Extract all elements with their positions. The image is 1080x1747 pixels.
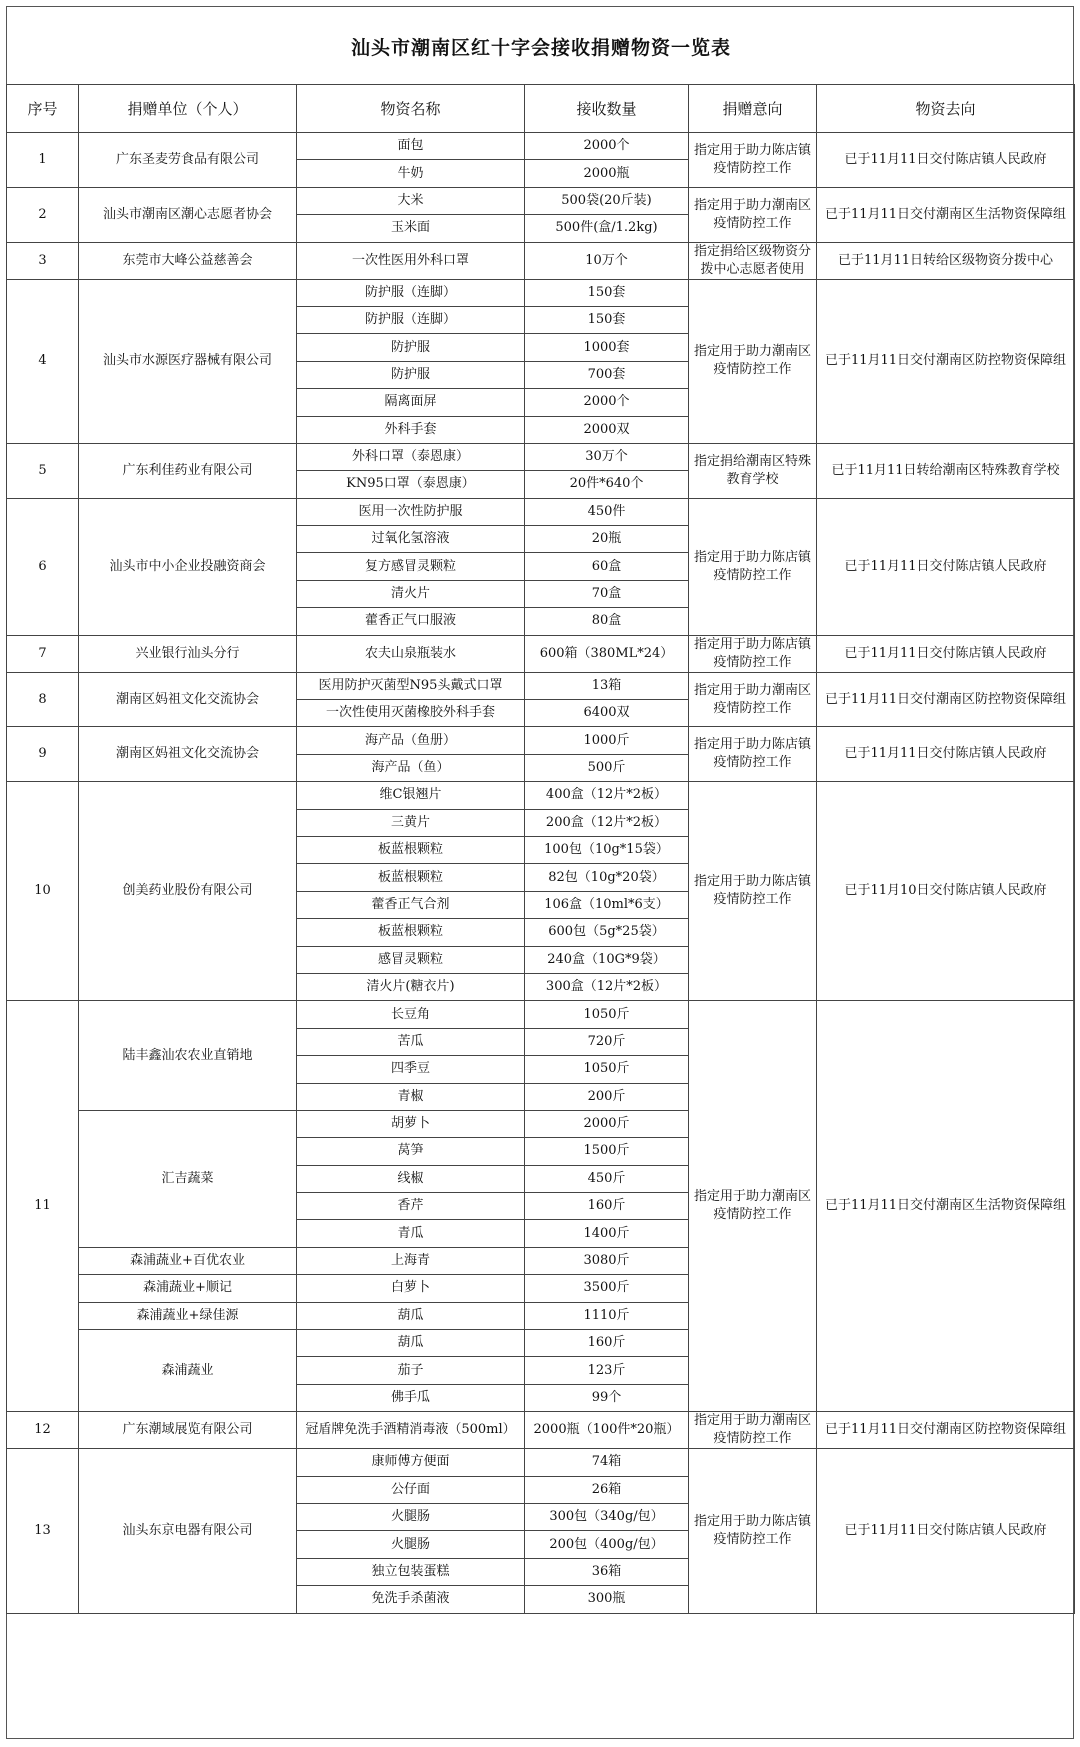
- item-name: 火腿肠: [297, 1531, 525, 1558]
- donation-intent: 指定用于助力陈店镇疫情防控工作: [689, 1449, 817, 1613]
- item-quantity: 2000双: [525, 416, 689, 443]
- header-item: 物资名称: [297, 85, 525, 133]
- item-name: 火腿肠: [297, 1503, 525, 1530]
- item-quantity: 300瓶: [525, 1586, 689, 1613]
- item-name: 板蓝根颗粒: [297, 836, 525, 863]
- item-name: 青瓜: [297, 1220, 525, 1247]
- item-name: 牛奶: [297, 160, 525, 187]
- donation-intent: 指定用于助力陈店镇疫情防控工作: [689, 782, 817, 1001]
- item-quantity: 700套: [525, 361, 689, 388]
- item-quantity: 300包（340g/包）: [525, 1503, 689, 1530]
- item-name: 外科口罩（泰恩康）: [297, 443, 525, 470]
- donor-name: 潮南区妈祖文化交流协会: [79, 672, 297, 727]
- item-name: 公仔面: [297, 1476, 525, 1503]
- goods-destination: 已于11月11日交付陈店镇人民政府: [817, 498, 1075, 635]
- item-quantity: 2000斤: [525, 1110, 689, 1137]
- item-name: 胡萝卜: [297, 1110, 525, 1137]
- goods-destination: 已于11月11日交付陈店镇人民政府: [817, 635, 1075, 672]
- item-quantity: 1050斤: [525, 1056, 689, 1083]
- item-quantity: 150套: [525, 279, 689, 306]
- item-quantity: 123斤: [525, 1357, 689, 1384]
- item-name: 板蓝根颗粒: [297, 864, 525, 891]
- record-number: 9: [7, 727, 79, 782]
- table-row: [7, 187, 1075, 214]
- record-number: 2: [7, 187, 79, 242]
- table-row: [7, 727, 1075, 754]
- item-quantity: 80盒: [525, 608, 689, 635]
- donor-name: 森浦蔬业+顺记: [79, 1275, 297, 1302]
- item-quantity: 1500斤: [525, 1138, 689, 1165]
- item-name: 维C银翘片: [297, 782, 525, 809]
- donation-intent: 指定用于助力陈店镇疫情防控工作: [689, 133, 817, 188]
- item-name: 防护服（连脚）: [297, 279, 525, 306]
- item-quantity: 600箱（380ML*24）: [525, 635, 689, 672]
- donation-intent: 指定用于助力陈店镇疫情防控工作: [689, 635, 817, 672]
- donor-name: 东莞市大峰公益慈善会: [79, 242, 297, 279]
- item-quantity: 2000个: [525, 389, 689, 416]
- donor-name: 广东利佳药业有限公司: [79, 443, 297, 498]
- item-name: 茄子: [297, 1357, 525, 1384]
- donor-name: 汕头东京电器有限公司: [79, 1449, 297, 1613]
- donor-name: 广东潮域展览有限公司: [79, 1412, 297, 1449]
- record-number: 10: [7, 782, 79, 1001]
- item-name: 清火片: [297, 580, 525, 607]
- item-name: 独立包装蛋糕: [297, 1558, 525, 1585]
- table-row: [7, 443, 1075, 470]
- donor-name: 汕头市水源医疗器械有限公司: [79, 279, 297, 443]
- item-name: 医用一次性防护服: [297, 498, 525, 525]
- donor-name: 汕头市中小企业投融资商会: [79, 498, 297, 635]
- item-name: 葫瓜: [297, 1302, 525, 1329]
- item-quantity: 600包（5g*25袋）: [525, 919, 689, 946]
- donor-name: 陆丰鑫汕农农业直销地: [79, 1001, 297, 1111]
- donation-intent: 指定捐给潮南区特殊教育学校: [689, 443, 817, 498]
- item-name: KN95口罩（泰恩康）: [297, 471, 525, 498]
- donor-name: 汇吉蔬菜: [79, 1110, 297, 1247]
- header-no: 序号: [7, 85, 79, 133]
- table-row: [7, 1449, 1075, 1476]
- item-name: 藿香正气口服液: [297, 608, 525, 635]
- item-quantity: 36箱: [525, 1558, 689, 1585]
- item-quantity: 74箱: [525, 1449, 689, 1476]
- item-name: 海产品（鱼）: [297, 754, 525, 781]
- item-quantity: 3500斤: [525, 1275, 689, 1302]
- item-quantity: 20瓶: [525, 526, 689, 553]
- item-quantity: 70盒: [525, 580, 689, 607]
- donation-intent: 指定用于助力陈店镇疫情防控工作: [689, 498, 817, 635]
- item-name: 青椒: [297, 1083, 525, 1110]
- item-quantity: 2000个: [525, 133, 689, 160]
- item-quantity: 150套: [525, 306, 689, 333]
- donation-intent: 指定用于助力潮南区疫情防控工作: [689, 1412, 817, 1449]
- item-quantity: 20件*640个: [525, 471, 689, 498]
- table-row: [7, 672, 1075, 699]
- item-quantity: 100包（10g*15袋）: [525, 836, 689, 863]
- item-quantity: 99个: [525, 1384, 689, 1411]
- donation-intent: 指定用于助力潮南区疫情防控工作: [689, 187, 817, 242]
- record-number: 5: [7, 443, 79, 498]
- item-quantity: 200盒（12片*2板）: [525, 809, 689, 836]
- item-name: 面包: [297, 133, 525, 160]
- item-quantity: 450斤: [525, 1165, 689, 1192]
- donor-name: 森浦蔬业+百优农业: [79, 1247, 297, 1274]
- item-name: 农夫山泉瓶装水: [297, 635, 525, 672]
- item-name: 板蓝根颗粒: [297, 919, 525, 946]
- donation-intent: 指定用于助力陈店镇疫情防控工作: [689, 727, 817, 782]
- item-quantity: 160斤: [525, 1330, 689, 1357]
- donation-intent: 指定用于助力潮南区疫情防控工作: [689, 672, 817, 727]
- item-name: 苦瓜: [297, 1028, 525, 1055]
- page-title: 汕头市潮南区红十字会接收捐赠物资一览表: [350, 36, 731, 59]
- item-quantity: 30万个: [525, 443, 689, 470]
- item-quantity: 300盒（12片*2板）: [525, 973, 689, 1000]
- record-number: 4: [7, 279, 79, 443]
- item-name: 防护服: [297, 334, 525, 361]
- donation-intent: 指定用于助力潮南区疫情防控工作: [689, 1001, 817, 1412]
- record-number: 11: [7, 1001, 79, 1412]
- donor-name: 汕头市潮南区潮心志愿者协会: [79, 187, 297, 242]
- item-quantity: 500斤: [525, 754, 689, 781]
- record-number: 1: [7, 133, 79, 188]
- item-quantity: 26箱: [525, 1476, 689, 1503]
- item-name: 防护服: [297, 361, 525, 388]
- record-number: 12: [7, 1412, 79, 1449]
- record-number: 6: [7, 498, 79, 635]
- item-name: 玉米面: [297, 215, 525, 242]
- item-name: 医用防护灭菌型N95头戴式口罩: [297, 672, 525, 699]
- item-name: 佛手瓜: [297, 1384, 525, 1411]
- donation-intent: 指定用于助力潮南区疫情防控工作: [689, 279, 817, 443]
- header-destination: 物资去向: [817, 85, 1075, 133]
- item-quantity: 400盒（12片*2板）: [525, 782, 689, 809]
- item-name: 线椒: [297, 1165, 525, 1192]
- goods-destination: 已于11月11日交付潮南区生活物资保障组: [817, 1001, 1075, 1412]
- item-name: 过氧化氢溶液: [297, 526, 525, 553]
- table-row: [7, 133, 1075, 160]
- header-quantity: 接收数量: [525, 85, 689, 133]
- record-number: 7: [7, 635, 79, 672]
- item-name: 康师傅方便面: [297, 1449, 525, 1476]
- goods-destination: 已于11月11日转给区级物资分拨中心: [817, 242, 1075, 279]
- item-name: 冠盾牌免洗手酒精消毒液（500ml）: [297, 1412, 525, 1449]
- item-quantity: 200斤: [525, 1083, 689, 1110]
- item-name: 免洗手杀菌液: [297, 1586, 525, 1613]
- item-name: 外科手套: [297, 416, 525, 443]
- item-name: 三黄片: [297, 809, 525, 836]
- item-name: 上海青: [297, 1247, 525, 1274]
- item-quantity: 500件(盒/1.2kg): [525, 215, 689, 242]
- item-quantity: 720斤: [525, 1028, 689, 1055]
- goods-destination: 已于11月11日交付陈店镇人民政府: [817, 133, 1075, 188]
- item-quantity: 60盒: [525, 553, 689, 580]
- header-intent: 捐赠意向: [689, 85, 817, 133]
- item-quantity: 3080斤: [525, 1247, 689, 1274]
- goods-destination: 已于11月11日交付陈店镇人民政府: [817, 1449, 1075, 1613]
- donor-name: 广东圣麦劳食品有限公司: [79, 133, 297, 188]
- item-quantity: 160斤: [525, 1193, 689, 1220]
- header-row: [7, 85, 1075, 133]
- item-name: 葫瓜: [297, 1330, 525, 1357]
- donor-name: 森浦蔬业: [79, 1330, 297, 1412]
- item-quantity: 450件: [525, 498, 689, 525]
- donation-sheet: [6, 6, 1074, 1739]
- donation-table: [6, 84, 1075, 1614]
- goods-destination: 已于11月11日交付潮南区防控物资保障组: [817, 672, 1075, 727]
- item-quantity: 82包（10g*20袋）: [525, 864, 689, 891]
- table-row: [7, 242, 1075, 279]
- item-name: 香芹: [297, 1193, 525, 1220]
- goods-destination: 已于11月10日交付陈店镇人民政府: [817, 782, 1075, 1001]
- record-number: 13: [7, 1449, 79, 1613]
- goods-destination: 已于11月11日交付陈店镇人民政府: [817, 727, 1075, 782]
- table-body: [7, 133, 1075, 1614]
- item-name: 莴笋: [297, 1138, 525, 1165]
- table-row: [7, 782, 1075, 809]
- table-row: [7, 635, 1075, 672]
- donor-name: 创美药业股份有限公司: [79, 782, 297, 1001]
- item-quantity: 500袋(20斤装): [525, 187, 689, 214]
- record-number: 3: [7, 242, 79, 279]
- item-quantity: 2000瓶: [525, 160, 689, 187]
- item-quantity: 1050斤: [525, 1001, 689, 1028]
- item-name: 感冒灵颗粒: [297, 946, 525, 973]
- item-name: 隔离面屏: [297, 389, 525, 416]
- item-name: 海产品（鱼册）: [297, 727, 525, 754]
- item-name: 长豆角: [297, 1001, 525, 1028]
- item-name: 藿香正气合剂: [297, 891, 525, 918]
- item-quantity: 13箱: [525, 672, 689, 699]
- goods-destination: 已于11月11日交付潮南区生活物资保障组: [817, 187, 1075, 242]
- item-name: 一次性医用外科口罩: [297, 242, 525, 279]
- item-quantity: 1000斤: [525, 727, 689, 754]
- table-row: [7, 279, 1075, 306]
- item-name: 防护服（连脚）: [297, 306, 525, 333]
- item-quantity: 1110斤: [525, 1302, 689, 1329]
- item-quantity: 1400斤: [525, 1220, 689, 1247]
- item-name: 白萝卜: [297, 1275, 525, 1302]
- item-name: 一次性使用灭菌橡胶外科手套: [297, 700, 525, 727]
- donor-name: 兴业银行汕头分行: [79, 635, 297, 672]
- item-name: 四季豆: [297, 1056, 525, 1083]
- item-quantity: 240盒（10G*9袋）: [525, 946, 689, 973]
- record-number: 8: [7, 672, 79, 727]
- item-quantity: 1000套: [525, 334, 689, 361]
- donor-name: 森浦蔬业+绿佳源: [79, 1302, 297, 1329]
- goods-destination: 已于11月11日交付潮南区防控物资保障组: [817, 1412, 1075, 1449]
- item-quantity: 106盒（10ml*6支）: [525, 891, 689, 918]
- table-row: [7, 1412, 1075, 1449]
- goods-destination: 已于11月11日交付潮南区防控物资保障组: [817, 279, 1075, 443]
- item-name: 清火片(糖衣片): [297, 973, 525, 1000]
- item-name: 大米: [297, 187, 525, 214]
- item-quantity: 2000瓶（100件*20瓶）: [525, 1412, 689, 1449]
- table-row: [7, 498, 1075, 525]
- item-quantity: 200包（400g/包）: [525, 1531, 689, 1558]
- table-row: [7, 1001, 1075, 1028]
- donation-intent: 指定捐给区级物资分拨中心志愿者使用: [689, 242, 817, 279]
- item-quantity: 10万个: [525, 242, 689, 279]
- donor-name: 潮南区妈祖文化交流协会: [79, 727, 297, 782]
- item-name: 复方感冒灵颗粒: [297, 553, 525, 580]
- goods-destination: 已于11月11日转给潮南区特殊教育学校: [817, 443, 1075, 498]
- item-quantity: 6400双: [525, 700, 689, 727]
- header-donor: 捐赠单位（个人）: [79, 85, 297, 133]
